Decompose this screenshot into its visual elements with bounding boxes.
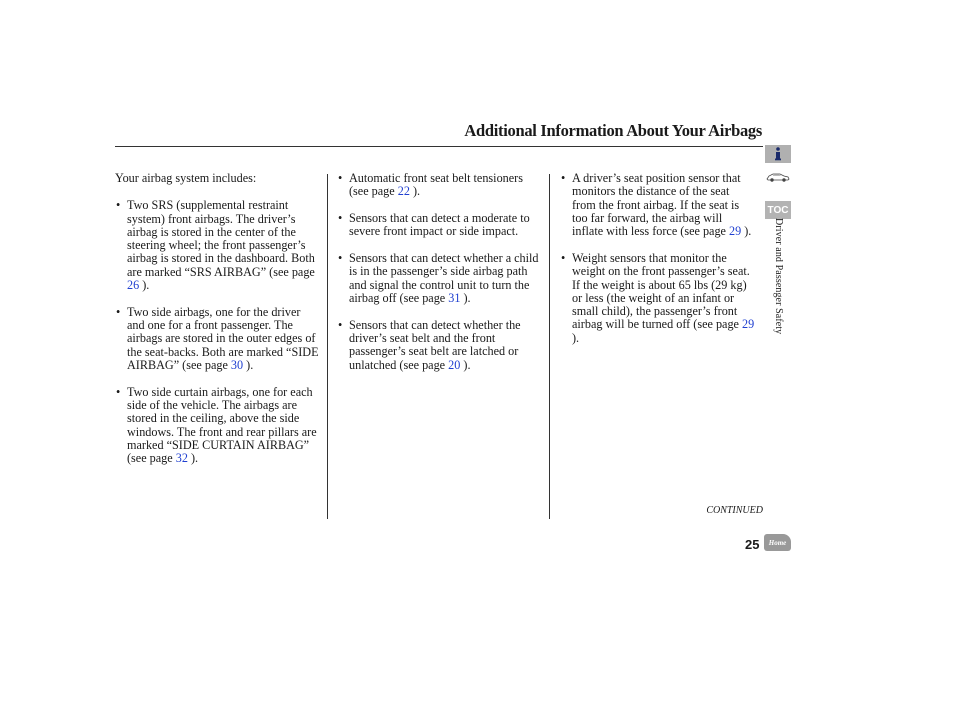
continued-label: CONTINUED [706,505,763,516]
column-divider [327,174,328,519]
page-link-22[interactable]: 22 [397,184,410,199]
car-icon [765,170,791,184]
list-item [337,252,542,305]
item-text: Sensors that can detect whether the driver’s seat belt and the front passenger’s seat belt are latched or unlatched (see page [349,317,521,372]
item-text-end: ). [460,357,471,372]
bullet: • [338,211,343,226]
item-text: Two SRS (supplemental restraint system) front airbags. The driver’s airbag is stored in the center of the steering wheel; the front passenger’s airbag is stored in the dashboard. Both are marked “SRS AIRBAG” (see page [127,198,315,279]
column-3 [560,172,756,359]
car-tab[interactable] [765,167,791,187]
sensor-list [337,172,542,372]
list-item [337,172,542,199]
list-item [337,212,542,239]
item-text: Two side curtain airbags, one for each side of the vehicle. The airbags are stored in the ceiling, above the side windows. The front and rear pillars are marked “SIDE CURTAIN AIRBAG” (see page [127,384,317,466]
info-icon [773,147,783,161]
column-divider [549,174,550,519]
item-text-end: ). [572,330,580,345]
page-link-29[interactable]: 29 [729,224,742,239]
section-label: Driver and Passenger Safety [773,218,784,335]
item-text: A driver’s seat position sensor that monitors the distance of the seat from the front airbag. If the seat is too far forward, the airbag will inflate with less force (see page [572,171,741,239]
bullet: • [561,171,566,185]
item-text-end: ). [139,278,150,293]
page-title: Additional Information About Your Airbags [464,121,762,140]
list-item [560,252,756,345]
intro-text: Your airbag system includes: [115,171,257,185]
item-text-end: ). [243,358,254,373]
page-number: 25 [745,537,760,552]
item-text: Sensors that can detect a moderate to severe front impact or side impact. [349,211,530,239]
item-text: Weight sensors that monitor the weight on the front passenger’s seat. If the weight is about 65 lbs (29 kg) or less (the weight of an infant or small child), the passenger’s front airbag will be turned off (see page [572,250,750,332]
page-link-31[interactable]: 31 [448,291,461,306]
list-item [560,172,756,238]
toc-button[interactable]: TOC [765,201,791,219]
page-link-20[interactable]: 20 [448,357,461,372]
home-button[interactable] [764,534,791,551]
list-item [115,306,320,372]
page-link-26[interactable]: 26 [127,278,140,293]
bullet: • [338,317,343,332]
bullet: • [561,250,566,265]
item-text: Two side airbags, one for the driver and one for a front passenger. The airbags are stored in the outer edges of the seat-backs. Both are marked “SIDE AIRBAG” (see page [127,304,319,373]
list-item [115,386,320,466]
home-icon: Home [768,538,787,547]
item-text: Sensors that can detect whether a child is in the passenger’s side airbag path and signal the control unit to turn the airbag off (see page [349,251,539,306]
column-2 [337,172,542,386]
airbag-list [115,199,320,465]
page-link-29[interactable]: 29 [742,317,755,332]
item-text-end: ). [741,224,752,239]
item-text-end: ). [409,184,421,199]
bullet: • [338,251,343,266]
bullet: • [116,384,121,399]
item-text: Automatic front seat belt tensioners (see page [349,171,523,199]
info-tab[interactable] [765,145,791,163]
header-rule [115,146,763,147]
bullet: • [338,171,343,185]
bullet: • [116,304,121,319]
sensor-list-continued [560,172,756,345]
item-text-end: ). [187,451,199,466]
list-item [115,199,320,292]
column-1 [115,172,320,479]
bullet: • [116,198,121,213]
page-link-30[interactable]: 30 [230,358,244,373]
list-item [337,319,542,372]
item-text-end: ). [460,291,471,306]
page-link-32[interactable]: 32 [175,451,188,466]
